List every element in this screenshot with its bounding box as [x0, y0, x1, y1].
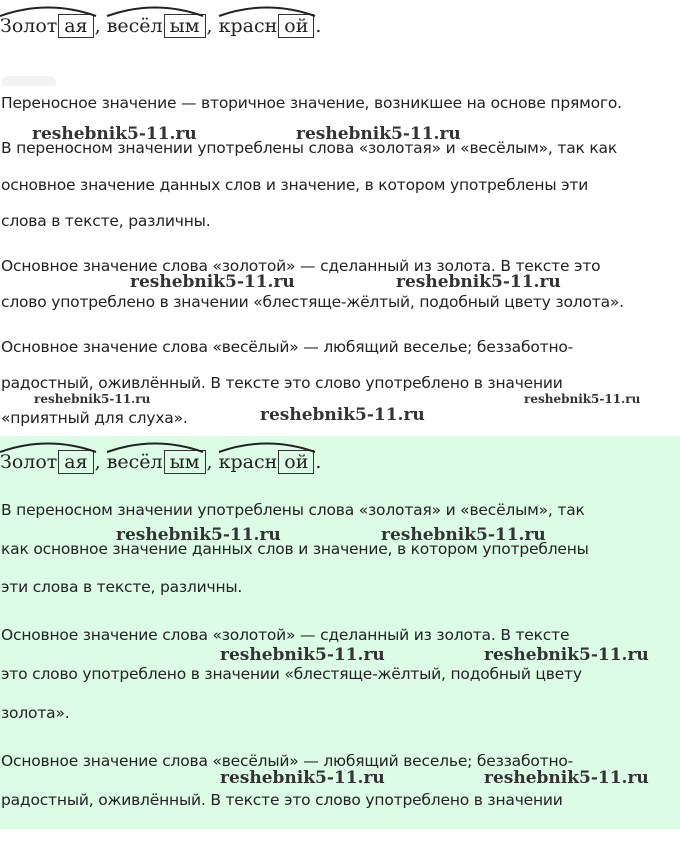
root-arc-vesel — [107, 451, 163, 473]
definition-line: Переносное значение — вторичное значение, возникшее на основе прямого. — [1, 94, 622, 112]
ending-box: ая — [58, 450, 93, 474]
watermark: reshebnik5-11.ru — [220, 645, 385, 665]
ending-box: ым — [164, 450, 206, 474]
watermark: reshebnik5-11.ru — [484, 645, 649, 665]
root-text: весёл — [106, 15, 163, 37]
word-krasnoy — [219, 450, 322, 474]
word-zolotaya — [0, 14, 101, 38]
ending-box: ая — [58, 14, 93, 38]
s2-p2-line2: это слово употреблено в значении «блестяще-жёлтый, подобный цвету — [1, 665, 582, 683]
ending-box: ой — [278, 14, 314, 38]
punct: , — [206, 451, 213, 473]
watermark: reshebnik5-11.ru — [130, 272, 295, 292]
watermark: reshebnik5-11.ru — [116, 525, 281, 545]
word-veselym — [107, 450, 213, 474]
s2-p1-line2: как основное значение данных слов и значение, в котором употреблены — [1, 540, 589, 558]
root-arc-zolot — [0, 451, 57, 473]
s2-p3-line2: радостный, оживлённый. В тексте это слово употреблено в значении — [1, 791, 563, 809]
word-zolotaya — [0, 450, 101, 474]
watermark: reshebnik5-11.ru — [34, 392, 151, 406]
watermark: reshebnik5-11.ru — [32, 124, 197, 144]
s2-p1-line3: эти слова в тексте, различны. — [1, 578, 243, 596]
watermark: reshebnik5-11.ru — [296, 124, 461, 144]
s1-p3-line2: радостный, оживлённый. В тексте это слово употреблено в значении — [1, 374, 563, 392]
root-text: Золот — [0, 15, 58, 37]
s1-p1-line1: В переносном значении употреблены слова «золотая» и «весёлым», так как — [1, 139, 618, 157]
ending-box: ой — [278, 450, 314, 474]
root-arc-krasn — [219, 451, 278, 473]
s2-p1-line1: В переносном значении употреблены слова «золотая» и «весёлым», так — [1, 501, 585, 519]
punct: . — [315, 451, 322, 473]
punct: , — [94, 15, 101, 37]
s1-p1-line3: слова в тексте, различны. — [1, 212, 211, 230]
punct: , — [206, 15, 213, 37]
s1-p1-line2: основное значение данных слов и значение, в котором употреблены эти — [1, 176, 589, 194]
s1-p3-line3: «приятный для слуха». — [1, 409, 188, 427]
s2-p3-line1: Основное значение слова «весёлый» — любящий веселье; беззаботно- — [1, 752, 574, 770]
watermark: reshebnik5-11.ru — [260, 405, 425, 425]
root-text: Золот — [0, 451, 58, 473]
s1-p2-line2: слово употреблено в значении «блестяще-жёлтый, подобный цвету золота». — [1, 293, 624, 311]
watermark: reshebnik5-11.ru — [220, 768, 385, 788]
root-arc-zolot — [0, 15, 57, 37]
root-text: весёл — [106, 451, 163, 473]
s1-p3-line1: Основное значение слова «весёлый» — любящий веселье; беззаботно- — [1, 338, 574, 356]
watermark: reshebnik5-11.ru — [381, 525, 546, 545]
root-arc-krasn — [219, 15, 278, 37]
watermark: reshebnik5-11.ru — [524, 392, 641, 406]
root-text: красн — [218, 451, 278, 473]
root-arc-vesel — [107, 15, 163, 37]
watermark: reshebnik5-11.ru — [484, 768, 649, 788]
tab-hint — [2, 76, 56, 86]
s2-p2-line1: Основное значение слова «золотой» — сделанный из золота. В тексте — [1, 626, 570, 644]
morpheme-row-top — [0, 14, 321, 38]
s2-p2-line3: золота». — [1, 704, 70, 722]
punct: , — [94, 451, 101, 473]
word-veselym — [107, 14, 213, 38]
morpheme-row-answer — [0, 450, 321, 474]
root-text: красн — [218, 15, 278, 37]
word-krasnoy — [219, 14, 322, 38]
s1-p2-line1: Основное значение слова «золотой» — сделанный из золота. В тексте это — [1, 257, 601, 275]
ending-box: ым — [164, 14, 206, 38]
watermark: reshebnik5-11.ru — [396, 272, 561, 292]
punct: . — [315, 15, 322, 37]
